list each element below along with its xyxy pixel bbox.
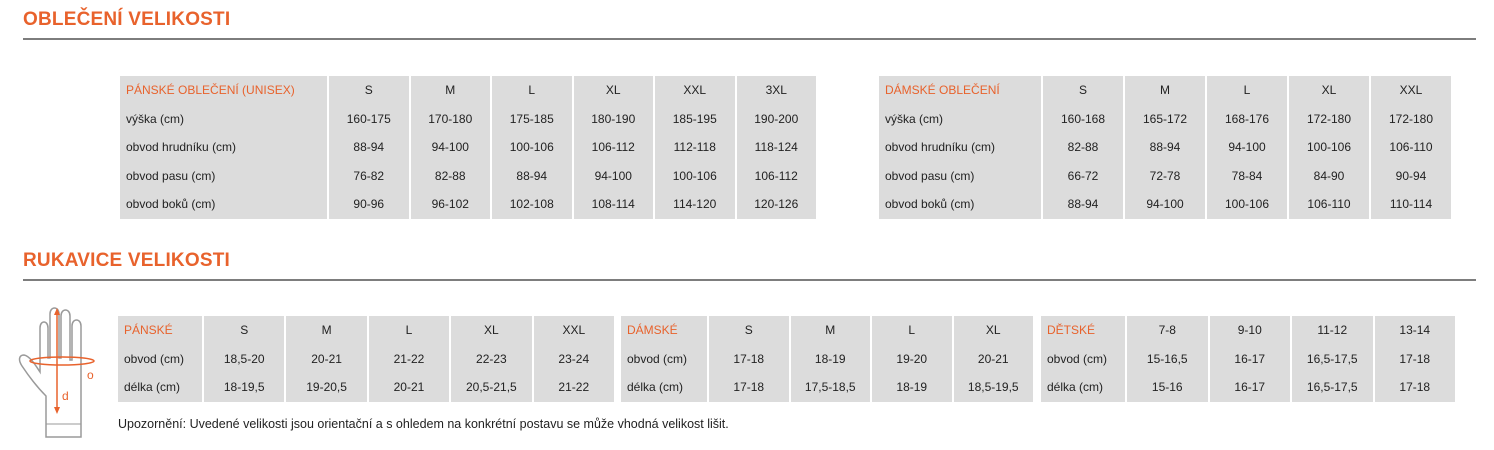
- size-value: 100-106: [655, 162, 735, 191]
- size-value: 84-90: [1289, 162, 1369, 191]
- size-value: 20-21: [954, 345, 1034, 374]
- size-value: 23-24: [534, 345, 614, 374]
- size-value: 82-88: [411, 162, 491, 191]
- row-label: obvod hrudníku (cm): [879, 133, 1041, 162]
- size-value: 170-180: [411, 105, 491, 134]
- size-label: 11-12: [1292, 316, 1373, 345]
- size-value: 21-22: [369, 345, 449, 374]
- size-value: 17-18: [1375, 373, 1456, 402]
- size-value: 16,5-17,5: [1292, 345, 1373, 374]
- men-clothing-table: [118, 76, 818, 219]
- size-value: 100-106: [492, 133, 572, 162]
- size-value: 18,5-19,5: [954, 373, 1034, 402]
- size-value: 120-126: [737, 190, 817, 219]
- measurement-row: [120, 190, 816, 219]
- size-label: L: [872, 316, 952, 345]
- size-value: 76-82: [329, 162, 409, 191]
- clothing-heading: OBLEČENÍ VELIKOSTI: [23, 9, 231, 30]
- size-value: 160-168: [1043, 105, 1123, 134]
- size-label: S: [329, 76, 409, 105]
- row-label: obvod boků (cm): [879, 190, 1041, 219]
- size-value: 110-114: [1371, 190, 1451, 219]
- size-disclaimer: Upozornění: Uvedené velikosti jsou orientační a s ohledem na konkrétní postavu se může vhodná velikost lišit.: [118, 417, 729, 431]
- size-label: L: [1207, 76, 1287, 105]
- measurement-row: [879, 190, 1451, 219]
- measurement-row: [1041, 373, 1455, 402]
- size-value: 94-100: [1207, 133, 1287, 162]
- size-value: 20,5-21,5: [451, 373, 531, 402]
- glove-length-label: d: [62, 389, 69, 403]
- size-label: S: [709, 316, 789, 345]
- size-value: 17,5-18,5: [791, 373, 871, 402]
- size-value: 114-120: [655, 190, 735, 219]
- table-title: DĚTSKÉ: [1041, 316, 1125, 345]
- size-value: 82-88: [1043, 133, 1123, 162]
- table-title: DÁMSKÉ OBLEČENÍ: [879, 76, 1041, 105]
- size-value: 185-195: [655, 105, 735, 134]
- size-value: 18-19: [872, 373, 952, 402]
- size-value: 172-180: [1371, 105, 1451, 134]
- size-label: S: [204, 316, 284, 345]
- size-value: 94-100: [574, 162, 654, 191]
- size-value: 96-102: [411, 190, 491, 219]
- women-gloves-table: [619, 316, 1035, 402]
- measurement-row: [1041, 345, 1455, 374]
- size-header-row: [1041, 316, 1455, 345]
- size-value: 100-106: [1207, 190, 1287, 219]
- size-label: L: [369, 316, 449, 345]
- size-value: 66-72: [1043, 162, 1123, 191]
- size-value: 78-84: [1207, 162, 1287, 191]
- clothing-divider: [23, 38, 1476, 40]
- row-label: obvod (cm): [621, 345, 707, 374]
- gloves-divider: [23, 279, 1476, 281]
- size-header-row: [120, 76, 816, 105]
- size-value: 20-21: [286, 345, 366, 374]
- row-label: obvod (cm): [118, 345, 202, 374]
- size-value: 16-17: [1210, 345, 1291, 374]
- row-label: délka (cm): [118, 373, 202, 402]
- row-label: obvod boků (cm): [120, 190, 327, 219]
- size-value: 19-20: [872, 345, 952, 374]
- size-value: 102-108: [492, 190, 572, 219]
- size-value: 18,5-20: [204, 345, 284, 374]
- size-label: 9-10: [1210, 316, 1291, 345]
- size-header-row: [621, 316, 1033, 345]
- measurement-row: [118, 373, 614, 402]
- table-title: PÁNSKÉ OBLEČENÍ (UNISEX): [120, 76, 327, 105]
- size-label: L: [492, 76, 572, 105]
- size-value: 18-19: [791, 345, 871, 374]
- glove-circumference-label: o: [87, 368, 94, 382]
- men-gloves-table: [116, 316, 616, 402]
- size-label: XXL: [655, 76, 735, 105]
- size-value: 172-180: [1289, 105, 1369, 134]
- measurement-row: [879, 105, 1451, 134]
- size-value: 16,5-17,5: [1292, 373, 1373, 402]
- size-label: XL: [574, 76, 654, 105]
- size-label: M: [286, 316, 366, 345]
- size-label: XL: [954, 316, 1034, 345]
- measurement-row: [118, 345, 614, 374]
- women-clothing-table: [877, 76, 1453, 219]
- size-header-row: [879, 76, 1451, 105]
- measurement-row: [621, 345, 1033, 374]
- kids-gloves-table: [1039, 316, 1457, 402]
- row-label: výška (cm): [120, 105, 327, 134]
- size-value: 112-118: [655, 133, 735, 162]
- size-value: 17-18: [1375, 345, 1456, 374]
- measurement-row: [879, 162, 1451, 191]
- table-title: DÁMSKÉ: [621, 316, 707, 345]
- size-value: 190-200: [737, 105, 817, 134]
- size-value: 175-185: [492, 105, 572, 134]
- size-value: 90-94: [1371, 162, 1451, 191]
- measurement-row: [120, 162, 816, 191]
- size-value: 168-176: [1207, 105, 1287, 134]
- size-label: M: [411, 76, 491, 105]
- row-label: obvod pasu (cm): [120, 162, 327, 191]
- size-label: XXL: [534, 316, 614, 345]
- gloves-heading: RUKAVICE VELIKOSTI: [23, 250, 230, 271]
- size-value: 94-100: [1125, 190, 1205, 219]
- measurement-row: [621, 373, 1033, 402]
- row-label: výška (cm): [879, 105, 1041, 134]
- row-label: obvod pasu (cm): [879, 162, 1041, 191]
- size-header-row: [118, 316, 614, 345]
- size-label: XL: [1289, 76, 1369, 105]
- size-value: 17-18: [709, 373, 789, 402]
- row-label: délka (cm): [621, 373, 707, 402]
- size-value: 22-23: [451, 345, 531, 374]
- row-label: obvod (cm): [1041, 345, 1125, 374]
- size-value: 118-124: [737, 133, 817, 162]
- size-value: 18-19,5: [204, 373, 284, 402]
- size-label: 7-8: [1127, 316, 1208, 345]
- size-value: 165-172: [1125, 105, 1205, 134]
- size-value: 20-21: [369, 373, 449, 402]
- size-value: 100-106: [1289, 133, 1369, 162]
- measurement-row: [120, 133, 816, 162]
- size-label: S: [1043, 76, 1123, 105]
- glove-size-diagram: [10, 300, 105, 442]
- measurement-row: [879, 133, 1451, 162]
- size-value: 106-112: [574, 133, 654, 162]
- size-value: 16-17: [1210, 373, 1291, 402]
- size-value: 88-94: [329, 133, 409, 162]
- size-value: 72-78: [1125, 162, 1205, 191]
- size-value: 108-114: [574, 190, 654, 219]
- size-value: 15-16: [1127, 373, 1208, 402]
- size-value: 88-94: [1125, 133, 1205, 162]
- row-label: délka (cm): [1041, 373, 1125, 402]
- row-label: obvod hrudníku (cm): [120, 133, 327, 162]
- size-value: 15-16,5: [1127, 345, 1208, 374]
- size-value: 106-110: [1371, 133, 1451, 162]
- size-value: 106-112: [737, 162, 817, 191]
- size-value: 180-190: [574, 105, 654, 134]
- size-label: 13-14: [1375, 316, 1456, 345]
- size-label: 3XL: [737, 76, 817, 105]
- size-value: 90-96: [329, 190, 409, 219]
- size-label: XL: [451, 316, 531, 345]
- size-value: 94-100: [411, 133, 491, 162]
- size-value: 88-94: [492, 162, 572, 191]
- measurement-row: [120, 105, 816, 134]
- size-value: 17-18: [709, 345, 789, 374]
- size-value: 19-20,5: [286, 373, 366, 402]
- glove-outline: [20, 308, 81, 437]
- size-value: 160-175: [329, 105, 409, 134]
- size-label: M: [791, 316, 871, 345]
- size-label: XXL: [1371, 76, 1451, 105]
- size-value: 106-110: [1289, 190, 1369, 219]
- size-label: M: [1125, 76, 1205, 105]
- size-value: 88-94: [1043, 190, 1123, 219]
- table-title: PÁNSKÉ: [118, 316, 202, 345]
- size-value: 21-22: [534, 373, 614, 402]
